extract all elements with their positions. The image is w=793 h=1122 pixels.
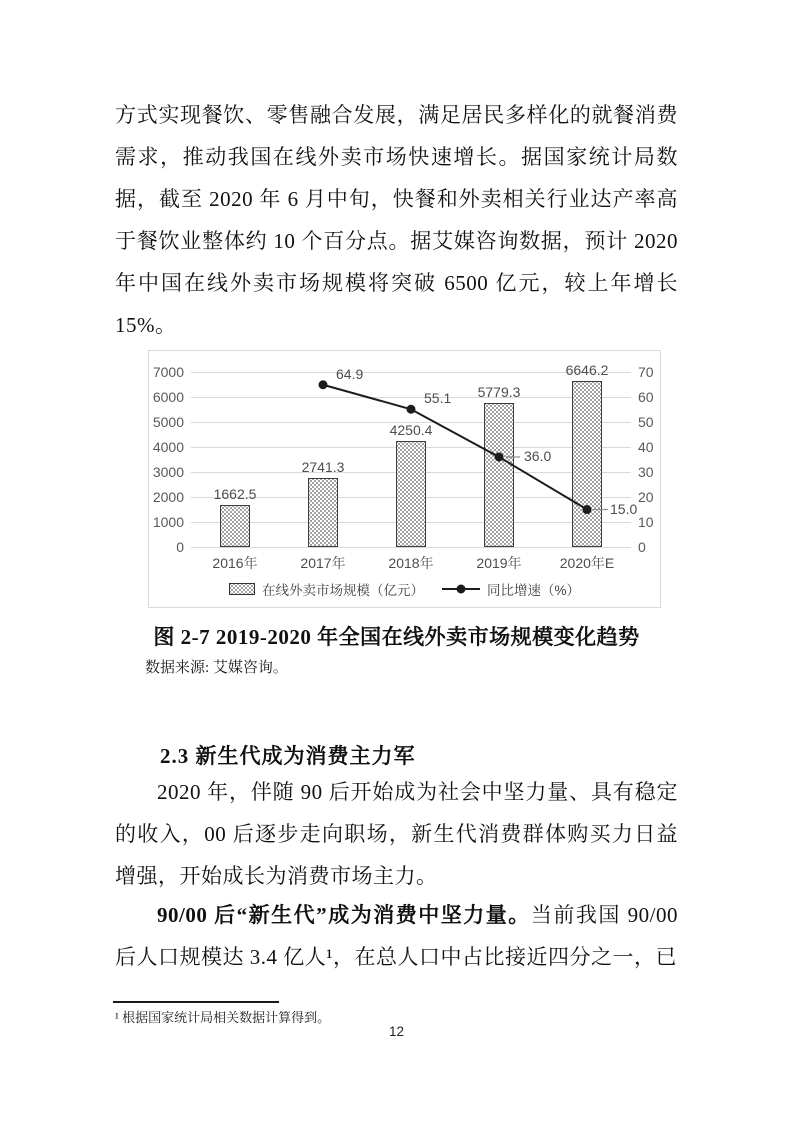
bar-legend-label: 在线外卖市场规模（亿元） bbox=[261, 583, 424, 598]
right-axis-tick: 0 bbox=[638, 539, 646, 555]
bar-value-label: 4250.4 bbox=[389, 421, 433, 438]
paragraph-population-lead: 90/00 后“新生代”成为消费中坚力量。 bbox=[157, 903, 531, 927]
right-axis-tick: 20 bbox=[638, 489, 654, 505]
paragraph-population bbox=[115, 894, 678, 978]
line-value-label: 36.0 bbox=[524, 448, 552, 464]
left-axis-tick: 5000 bbox=[152, 414, 184, 430]
paragraph-new-generation: 2020 年，伴随 90 后开始成为社会中坚力量、具有稳定的收入，00 后逐步走向职场，新生代消费群体购买力日益增强，开始成长为消费市场主力。 bbox=[115, 780, 678, 888]
right-axis-tick: 60 bbox=[638, 389, 654, 405]
right-axis-tick: 50 bbox=[638, 414, 654, 430]
x-axis-label: 2019年 bbox=[476, 555, 522, 571]
line-path bbox=[323, 385, 587, 510]
growth-line-series bbox=[149, 351, 662, 609]
line-value-label: 64.9 bbox=[336, 365, 364, 382]
left-axis-tick: 4000 bbox=[152, 439, 184, 455]
line-value-label: 55.1 bbox=[424, 390, 452, 407]
figure-chart bbox=[148, 350, 661, 608]
bar-value-label: 1662.5 bbox=[213, 486, 257, 503]
left-axis-tick: 2000 bbox=[152, 489, 184, 505]
footnote-rule bbox=[113, 1001, 279, 1003]
x-axis-label: 2020年E bbox=[559, 555, 615, 571]
line-legend-label: 同比增速（%） bbox=[486, 583, 580, 598]
right-axis-tick: 30 bbox=[638, 464, 654, 480]
line-point bbox=[495, 453, 504, 462]
left-axis-tick: 1000 bbox=[152, 514, 184, 530]
right-axis-tick: 40 bbox=[638, 439, 654, 455]
figure-source: 数据来源: 艾媒咨询。 bbox=[145, 660, 288, 676]
x-axis-label: 2017年 bbox=[300, 555, 346, 571]
page-number: 12 bbox=[388, 1024, 405, 1039]
section-heading: 2.3 新生代成为消费主力军 bbox=[160, 744, 416, 768]
figure-caption: 图 2-7 2019-2020 年全国在线外卖市场规模变化趋势 bbox=[153, 625, 640, 649]
left-axis-tick: 6000 bbox=[152, 389, 184, 405]
bar-value-label: 2741.3 bbox=[301, 459, 345, 476]
bar-value-label: 6646.2 bbox=[565, 361, 609, 378]
left-axis-tick: 7000 bbox=[152, 364, 184, 380]
paragraph-market-growth: 方式实现餐饮、零售融合发展，满足居民多样化的就餐消费需求，推动我国在线外卖市场快速增长。据国家统计局数据，截至 2020 年 6 月中旬，快餐和外卖相关行业达产率高于餐饮业整体约 10 个百分点。据艾媒咨询数据，预计 2020 年中国在线外卖市场规模将突破 6500 亿元，较上年增长 15%。 bbox=[115, 103, 678, 337]
line-value-label: 15.0 bbox=[610, 500, 638, 517]
x-axis-label: 2018年 bbox=[388, 555, 434, 571]
footnote-text: ¹ 根据国家统计局相关数据计算得到。 bbox=[115, 1010, 331, 1025]
paragraph-population-rest: 当前我国 90/00 后人口规模达 3.4 亿人¹，在总人口中占比接近四分之一，已 bbox=[115, 903, 678, 969]
bar-value-label: 5779.3 bbox=[477, 383, 521, 400]
line-point bbox=[407, 405, 416, 414]
x-axis-label: 2016年 bbox=[212, 555, 258, 571]
right-axis-tick: 70 bbox=[638, 364, 654, 380]
left-axis-tick: 0 bbox=[176, 539, 184, 555]
left-axis-tick: 3000 bbox=[152, 464, 184, 480]
right-axis-tick: 10 bbox=[638, 514, 654, 530]
line-point bbox=[583, 505, 592, 514]
line-point bbox=[319, 380, 328, 389]
